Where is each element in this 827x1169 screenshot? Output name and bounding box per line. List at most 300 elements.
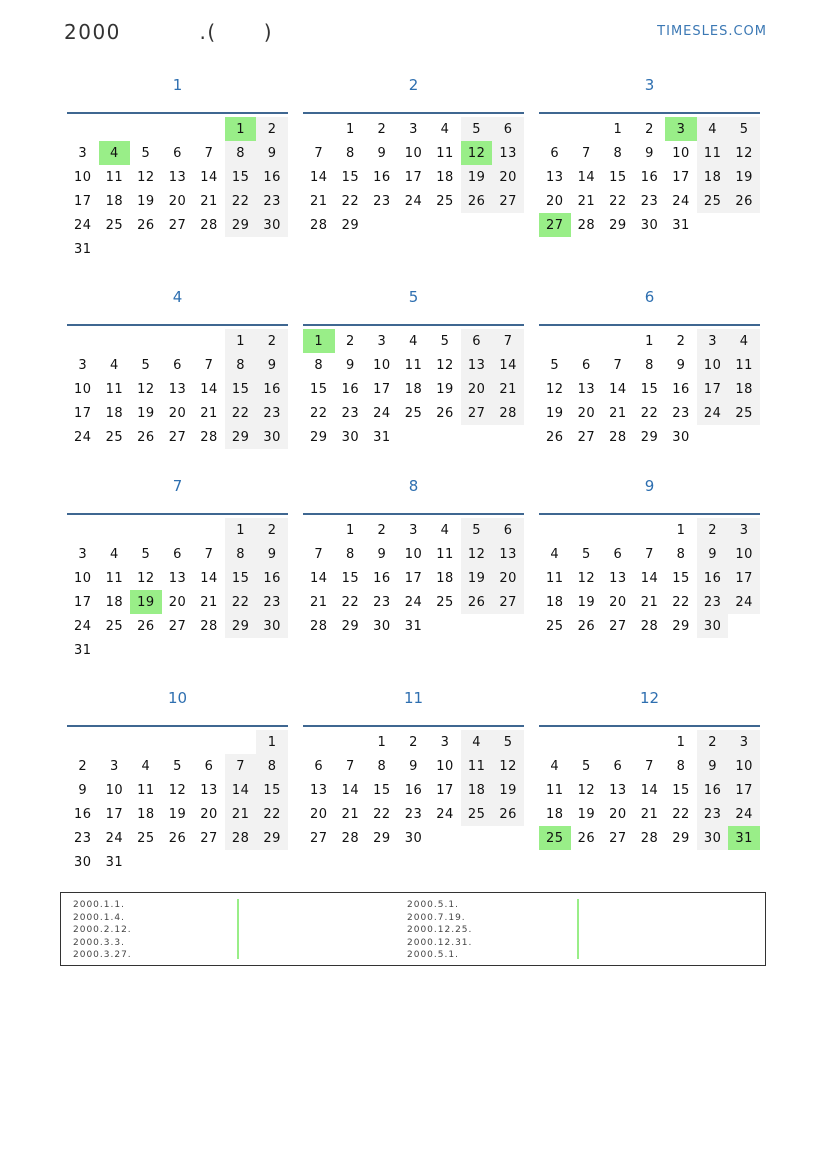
day-cell[interactable]: 25 bbox=[404, 405, 423, 421]
day-cell[interactable]: 22 bbox=[341, 594, 360, 610]
day-cell[interactable]: 16 bbox=[404, 782, 423, 798]
day-cell[interactable]: 10 bbox=[373, 357, 391, 373]
day-cell[interactable]: 2 bbox=[345, 333, 355, 349]
day-cell[interactable]: 2 bbox=[409, 734, 418, 750]
day-cell[interactable]: 20 bbox=[609, 594, 627, 610]
day-cell[interactable]: 18 bbox=[404, 381, 423, 397]
day-cell[interactable]: 29 bbox=[341, 618, 360, 634]
day-cell[interactable]: 7 bbox=[581, 145, 591, 161]
day-cell[interactable]: 15 bbox=[672, 570, 690, 586]
day-cell[interactable]: 17 bbox=[373, 381, 391, 397]
holiday-day-cell[interactable]: 25 bbox=[539, 826, 571, 850]
day-cell[interactable]: 4 bbox=[141, 758, 151, 774]
day-cell[interactable]: 1 bbox=[613, 121, 623, 137]
day-cell[interactable]: 4 bbox=[550, 546, 560, 562]
day-cell[interactable]: 17 bbox=[436, 782, 454, 798]
day-cell[interactable]: 21 bbox=[609, 405, 627, 421]
brand-link[interactable]: TIMESLES.COM bbox=[657, 24, 767, 39]
day-cell[interactable]: 6 bbox=[613, 546, 623, 562]
day-cell[interactable]: 15 bbox=[341, 570, 360, 586]
day-cell[interactable]: 26 bbox=[137, 618, 155, 634]
day-cell[interactable]: 16 bbox=[373, 169, 391, 185]
weekend-day-cell[interactable]: 29 bbox=[256, 826, 288, 850]
day-cell[interactable]: 4 bbox=[109, 546, 119, 562]
day-cell[interactable]: 19 bbox=[137, 193, 155, 209]
day-cell[interactable]: 22 bbox=[341, 193, 360, 209]
day-cell[interactable]: 29 bbox=[609, 217, 627, 233]
day-cell[interactable]: 24 bbox=[404, 594, 423, 610]
day-cell[interactable]: 8 bbox=[345, 546, 355, 562]
weekend-day-cell[interactable]: 3 bbox=[728, 518, 760, 542]
day-cell[interactable]: 6 bbox=[550, 145, 560, 161]
weekend-day-cell[interactable]: 19 bbox=[728, 165, 760, 189]
day-cell[interactable]: 27 bbox=[168, 217, 187, 233]
weekend-day-cell[interactable]: 23 bbox=[256, 590, 288, 614]
day-cell[interactable]: 18 bbox=[546, 806, 564, 822]
day-cell[interactable]: 3 bbox=[78, 546, 88, 562]
weekend-day-cell[interactable]: 20 bbox=[461, 377, 493, 401]
day-cell[interactable]: 21 bbox=[341, 806, 360, 822]
day-cell[interactable]: 3 bbox=[440, 734, 450, 750]
day-cell[interactable]: 16 bbox=[373, 570, 391, 586]
day-cell[interactable]: 25 bbox=[137, 830, 155, 846]
day-cell[interactable]: 16 bbox=[341, 381, 360, 397]
weekend-day-cell[interactable]: 2 bbox=[256, 117, 288, 141]
weekend-day-cell[interactable]: 30 bbox=[697, 826, 729, 850]
weekend-day-cell[interactable]: 6 bbox=[492, 518, 524, 542]
weekend-day-cell[interactable]: 15 bbox=[225, 377, 257, 401]
day-cell[interactable]: 15 bbox=[373, 782, 391, 798]
weekend-day-cell[interactable]: 10 bbox=[697, 353, 729, 377]
day-cell[interactable]: 3 bbox=[78, 357, 88, 373]
day-cell[interactable]: 8 bbox=[345, 145, 355, 161]
holiday-day-cell[interactable]: 27 bbox=[539, 213, 571, 237]
day-cell[interactable]: 17 bbox=[74, 594, 92, 610]
day-cell[interactable]: 11 bbox=[546, 570, 564, 586]
day-cell[interactable]: 16 bbox=[672, 381, 690, 397]
day-cell[interactable]: 10 bbox=[74, 570, 92, 586]
day-cell[interactable]: 6 bbox=[173, 546, 182, 562]
day-cell[interactable]: 7 bbox=[613, 357, 623, 373]
day-cell[interactable]: 3 bbox=[109, 758, 119, 774]
weekend-day-cell[interactable]: 12 bbox=[461, 542, 493, 566]
day-cell[interactable]: 24 bbox=[404, 193, 423, 209]
day-cell[interactable]: 10 bbox=[74, 381, 92, 397]
day-cell[interactable]: 1 bbox=[377, 734, 387, 750]
day-cell[interactable]: 30 bbox=[373, 618, 391, 634]
day-cell[interactable]: 25 bbox=[105, 618, 124, 634]
day-cell[interactable]: 2 bbox=[78, 758, 88, 774]
day-cell[interactable]: 12 bbox=[137, 169, 155, 185]
day-cell[interactable]: 27 bbox=[609, 830, 627, 846]
day-cell[interactable]: 10 bbox=[74, 169, 92, 185]
day-cell[interactable]: 3 bbox=[409, 522, 418, 538]
weekend-day-cell[interactable]: 1 bbox=[225, 329, 257, 353]
weekend-day-cell[interactable]: 4 bbox=[461, 730, 493, 754]
weekend-day-cell[interactable]: 23 bbox=[697, 802, 729, 826]
day-cell[interactable]: 5 bbox=[550, 357, 560, 373]
day-cell[interactable]: 13 bbox=[168, 381, 187, 397]
day-cell[interactable]: 12 bbox=[546, 381, 564, 397]
day-cell[interactable]: 27 bbox=[200, 830, 218, 846]
day-cell[interactable]: 6 bbox=[204, 758, 214, 774]
weekend-day-cell[interactable]: 18 bbox=[728, 377, 760, 401]
day-cell[interactable]: 10 bbox=[672, 145, 690, 161]
weekend-day-cell[interactable]: 5 bbox=[461, 518, 493, 542]
day-cell[interactable]: 20 bbox=[168, 594, 187, 610]
holiday-day-cell[interactable]: 1 bbox=[225, 117, 257, 141]
weekend-day-cell[interactable]: 11 bbox=[728, 353, 760, 377]
day-cell[interactable]: 23 bbox=[404, 806, 423, 822]
day-cell[interactable]: 10 bbox=[105, 782, 124, 798]
day-cell[interactable]: 13 bbox=[200, 782, 218, 798]
day-cell[interactable]: 21 bbox=[640, 594, 659, 610]
day-cell[interactable]: 8 bbox=[613, 145, 623, 161]
day-cell[interactable]: 14 bbox=[310, 169, 328, 185]
day-cell[interactable]: 5 bbox=[440, 333, 450, 349]
day-cell[interactable]: 19 bbox=[168, 806, 187, 822]
holiday-day-cell[interactable]: 4 bbox=[99, 141, 131, 165]
day-cell[interactable]: 19 bbox=[577, 806, 596, 822]
day-cell[interactable]: 23 bbox=[672, 405, 690, 421]
weekend-day-cell[interactable]: 5 bbox=[461, 117, 493, 141]
holiday-day-cell[interactable]: 12 bbox=[461, 141, 493, 165]
day-cell[interactable]: 28 bbox=[341, 830, 360, 846]
weekend-day-cell[interactable]: 25 bbox=[697, 189, 729, 213]
day-cell[interactable]: 5 bbox=[581, 546, 591, 562]
day-cell[interactable]: 7 bbox=[645, 546, 654, 562]
weekend-day-cell[interactable]: 26 bbox=[728, 189, 760, 213]
day-cell[interactable]: 25 bbox=[436, 594, 454, 610]
day-cell[interactable]: 30 bbox=[404, 830, 423, 846]
day-cell[interactable]: 7 bbox=[204, 546, 214, 562]
day-cell[interactable]: 6 bbox=[173, 145, 182, 161]
day-cell[interactable]: 18 bbox=[137, 806, 155, 822]
day-cell[interactable]: 11 bbox=[105, 381, 124, 397]
day-cell[interactable]: 13 bbox=[609, 782, 627, 798]
day-cell[interactable]: 7 bbox=[645, 758, 654, 774]
weekend-day-cell[interactable]: 23 bbox=[697, 590, 729, 614]
day-cell[interactable]: 21 bbox=[200, 405, 218, 421]
weekend-day-cell[interactable]: 16 bbox=[256, 566, 288, 590]
day-cell[interactable]: 11 bbox=[404, 357, 423, 373]
day-cell[interactable]: 21 bbox=[310, 193, 328, 209]
day-cell[interactable]: 27 bbox=[577, 429, 596, 445]
day-cell[interactable]: 6 bbox=[581, 357, 591, 373]
day-cell[interactable]: 8 bbox=[314, 357, 324, 373]
day-cell[interactable]: 24 bbox=[436, 806, 454, 822]
weekend-day-cell[interactable]: 30 bbox=[697, 614, 729, 638]
day-cell[interactable]: 17 bbox=[672, 169, 690, 185]
day-cell[interactable]: 8 bbox=[676, 546, 686, 562]
day-cell[interactable]: 12 bbox=[577, 782, 596, 798]
weekend-day-cell[interactable]: 2 bbox=[256, 518, 288, 542]
weekend-day-cell[interactable]: 20 bbox=[492, 165, 524, 189]
day-cell[interactable]: 17 bbox=[404, 570, 423, 586]
weekend-day-cell[interactable]: 18 bbox=[461, 778, 493, 802]
holiday-day-cell[interactable]: 1 bbox=[303, 329, 335, 353]
weekend-day-cell[interactable]: 16 bbox=[697, 566, 729, 590]
day-cell[interactable]: 4 bbox=[550, 758, 560, 774]
day-cell[interactable]: 25 bbox=[105, 429, 124, 445]
weekend-day-cell[interactable]: 16 bbox=[256, 377, 288, 401]
weekend-day-cell[interactable]: 21 bbox=[225, 802, 257, 826]
day-cell[interactable]: 5 bbox=[141, 357, 151, 373]
weekend-day-cell[interactable]: 14 bbox=[492, 353, 524, 377]
day-cell[interactable]: 14 bbox=[200, 381, 218, 397]
day-cell[interactable]: 27 bbox=[168, 618, 187, 634]
day-cell[interactable]: 15 bbox=[310, 381, 328, 397]
weekend-day-cell[interactable]: 2 bbox=[256, 329, 288, 353]
day-cell[interactable]: 31 bbox=[105, 854, 124, 870]
weekend-day-cell[interactable]: 6 bbox=[492, 117, 524, 141]
day-cell[interactable]: 22 bbox=[672, 594, 690, 610]
weekend-day-cell[interactable]: 21 bbox=[492, 377, 524, 401]
weekend-day-cell[interactable]: 9 bbox=[697, 542, 729, 566]
day-cell[interactable]: 7 bbox=[345, 758, 355, 774]
holiday-day-cell[interactable]: 19 bbox=[130, 590, 162, 614]
day-cell[interactable]: 14 bbox=[310, 570, 328, 586]
day-cell[interactable]: 13 bbox=[310, 782, 328, 798]
weekend-day-cell[interactable]: 5 bbox=[728, 117, 760, 141]
day-cell[interactable]: 8 bbox=[676, 758, 686, 774]
day-cell[interactable]: 28 bbox=[200, 429, 218, 445]
day-cell[interactable]: 3 bbox=[377, 333, 387, 349]
day-cell[interactable]: 5 bbox=[141, 546, 151, 562]
day-cell[interactable]: 3 bbox=[78, 145, 88, 161]
weekend-day-cell[interactable]: 19 bbox=[492, 778, 524, 802]
weekend-day-cell[interactable]: 23 bbox=[256, 189, 288, 213]
weekend-day-cell[interactable]: 17 bbox=[728, 778, 760, 802]
day-cell[interactable]: 11 bbox=[137, 782, 155, 798]
weekend-day-cell[interactable]: 10 bbox=[728, 542, 760, 566]
day-cell[interactable]: 5 bbox=[173, 758, 182, 774]
day-cell[interactable]: 20 bbox=[577, 405, 596, 421]
day-cell[interactable]: 18 bbox=[105, 193, 124, 209]
weekend-day-cell[interactable]: 13 bbox=[461, 353, 493, 377]
day-cell[interactable]: 11 bbox=[436, 546, 454, 562]
weekend-day-cell[interactable]: 11 bbox=[697, 141, 729, 165]
day-cell[interactable]: 15 bbox=[341, 169, 360, 185]
day-cell[interactable]: 28 bbox=[310, 217, 328, 233]
weekend-day-cell[interactable]: 14 bbox=[225, 778, 257, 802]
day-cell[interactable]: 30 bbox=[74, 854, 92, 870]
weekend-day-cell[interactable]: 16 bbox=[256, 165, 288, 189]
day-cell[interactable]: 9 bbox=[78, 782, 88, 798]
weekend-day-cell[interactable]: 25 bbox=[728, 401, 760, 425]
day-cell[interactable]: 31 bbox=[404, 618, 423, 634]
day-cell[interactable]: 14 bbox=[577, 169, 596, 185]
weekend-day-cell[interactable]: 13 bbox=[492, 141, 524, 165]
day-cell[interactable]: 26 bbox=[436, 405, 454, 421]
weekend-day-cell[interactable]: 20 bbox=[492, 566, 524, 590]
day-cell[interactable]: 7 bbox=[314, 546, 324, 562]
day-cell[interactable]: 1 bbox=[676, 522, 686, 538]
weekend-day-cell[interactable]: 8 bbox=[225, 353, 257, 377]
day-cell[interactable]: 7 bbox=[204, 145, 214, 161]
weekend-day-cell[interactable]: 17 bbox=[728, 566, 760, 590]
weekend-day-cell[interactable]: 22 bbox=[225, 590, 257, 614]
day-cell[interactable]: 23 bbox=[373, 193, 391, 209]
day-cell[interactable]: 29 bbox=[310, 429, 328, 445]
day-cell[interactable]: 18 bbox=[436, 169, 454, 185]
day-cell[interactable]: 14 bbox=[341, 782, 360, 798]
weekend-day-cell[interactable]: 1 bbox=[256, 730, 288, 754]
day-cell[interactable]: 22 bbox=[310, 405, 328, 421]
weekend-day-cell[interactable]: 9 bbox=[256, 141, 288, 165]
day-cell[interactable]: 25 bbox=[105, 217, 124, 233]
weekend-day-cell[interactable]: 7 bbox=[492, 329, 524, 353]
weekend-day-cell[interactable]: 27 bbox=[461, 401, 493, 425]
day-cell[interactable]: 29 bbox=[640, 429, 659, 445]
day-cell[interactable]: 19 bbox=[546, 405, 564, 421]
day-cell[interactable]: 9 bbox=[645, 145, 654, 161]
weekend-day-cell[interactable]: 3 bbox=[697, 329, 729, 353]
day-cell[interactable]: 21 bbox=[200, 193, 218, 209]
day-cell[interactable]: 10 bbox=[404, 145, 423, 161]
day-cell[interactable]: 31 bbox=[74, 642, 92, 658]
day-cell[interactable]: 21 bbox=[310, 594, 328, 610]
day-cell[interactable]: 15 bbox=[640, 381, 659, 397]
weekend-day-cell[interactable]: 12 bbox=[492, 754, 524, 778]
weekend-day-cell[interactable]: 24 bbox=[728, 590, 760, 614]
day-cell[interactable]: 10 bbox=[404, 546, 423, 562]
day-cell[interactable]: 1 bbox=[645, 333, 654, 349]
day-cell[interactable]: 23 bbox=[74, 830, 92, 846]
weekend-day-cell[interactable]: 22 bbox=[256, 802, 288, 826]
day-cell[interactable]: 22 bbox=[373, 806, 391, 822]
weekend-day-cell[interactable]: 19 bbox=[461, 566, 493, 590]
day-cell[interactable]: 29 bbox=[672, 618, 690, 634]
day-cell[interactable]: 1 bbox=[345, 522, 355, 538]
weekend-day-cell[interactable]: 15 bbox=[225, 566, 257, 590]
day-cell[interactable]: 17 bbox=[404, 169, 423, 185]
weekend-day-cell[interactable]: 19 bbox=[461, 165, 493, 189]
day-cell[interactable]: 11 bbox=[436, 145, 454, 161]
day-cell[interactable]: 28 bbox=[200, 217, 218, 233]
day-cell[interactable]: 21 bbox=[200, 594, 218, 610]
day-cell[interactable]: 24 bbox=[373, 405, 391, 421]
day-cell[interactable]: 27 bbox=[310, 830, 328, 846]
weekend-day-cell[interactable]: 4 bbox=[697, 117, 729, 141]
day-cell[interactable]: 29 bbox=[341, 217, 360, 233]
day-cell[interactable]: 21 bbox=[640, 806, 659, 822]
weekend-day-cell[interactable]: 22 bbox=[225, 401, 257, 425]
weekend-day-cell[interactable]: 16 bbox=[697, 778, 729, 802]
day-cell[interactable]: 6 bbox=[173, 357, 182, 373]
weekend-day-cell[interactable]: 27 bbox=[492, 189, 524, 213]
day-cell[interactable]: 2 bbox=[645, 121, 654, 137]
day-cell[interactable]: 9 bbox=[377, 145, 387, 161]
day-cell[interactable]: 19 bbox=[577, 594, 596, 610]
weekend-day-cell[interactable]: 7 bbox=[225, 754, 257, 778]
day-cell[interactable]: 26 bbox=[577, 618, 596, 634]
weekend-day-cell[interactable]: 28 bbox=[492, 401, 524, 425]
weekend-day-cell[interactable]: 24 bbox=[697, 401, 729, 425]
day-cell[interactable]: 15 bbox=[672, 782, 690, 798]
weekend-day-cell[interactable]: 24 bbox=[728, 802, 760, 826]
day-cell[interactable]: 14 bbox=[200, 169, 218, 185]
day-cell[interactable]: 17 bbox=[74, 405, 92, 421]
weekend-day-cell[interactable]: 26 bbox=[461, 189, 493, 213]
day-cell[interactable]: 13 bbox=[577, 381, 596, 397]
day-cell[interactable]: 24 bbox=[672, 193, 690, 209]
day-cell[interactable]: 24 bbox=[74, 217, 92, 233]
weekend-day-cell[interactable]: 30 bbox=[256, 425, 288, 449]
day-cell[interactable]: 30 bbox=[640, 217, 659, 233]
day-cell[interactable]: 18 bbox=[105, 405, 124, 421]
weekend-day-cell[interactable]: 29 bbox=[225, 425, 257, 449]
day-cell[interactable]: 7 bbox=[204, 357, 214, 373]
day-cell[interactable]: 18 bbox=[436, 570, 454, 586]
day-cell[interactable]: 21 bbox=[577, 193, 596, 209]
day-cell[interactable]: 31 bbox=[74, 241, 92, 257]
day-cell[interactable]: 12 bbox=[137, 381, 155, 397]
day-cell[interactable]: 1 bbox=[676, 734, 686, 750]
day-cell[interactable]: 18 bbox=[105, 594, 124, 610]
day-cell[interactable]: 11 bbox=[546, 782, 564, 798]
day-cell[interactable]: 26 bbox=[137, 217, 155, 233]
day-cell[interactable]: 19 bbox=[137, 405, 155, 421]
weekend-day-cell[interactable]: 27 bbox=[492, 590, 524, 614]
day-cell[interactable]: 14 bbox=[640, 782, 659, 798]
day-cell[interactable]: 16 bbox=[74, 806, 92, 822]
day-cell[interactable]: 28 bbox=[310, 618, 328, 634]
day-cell[interactable]: 25 bbox=[436, 193, 454, 209]
day-cell[interactable]: 2 bbox=[377, 121, 387, 137]
weekend-day-cell[interactable]: 10 bbox=[728, 754, 760, 778]
weekend-day-cell[interactable]: 1 bbox=[225, 518, 257, 542]
weekend-day-cell[interactable]: 9 bbox=[697, 754, 729, 778]
weekend-day-cell[interactable]: 22 bbox=[225, 189, 257, 213]
day-cell[interactable]: 28 bbox=[577, 217, 596, 233]
day-cell[interactable]: 28 bbox=[640, 830, 659, 846]
day-cell[interactable]: 8 bbox=[377, 758, 387, 774]
holiday-day-cell[interactable]: 31 bbox=[728, 826, 760, 850]
weekend-day-cell[interactable]: 2 bbox=[697, 730, 729, 754]
weekend-day-cell[interactable]: 3 bbox=[728, 730, 760, 754]
day-cell[interactable]: 20 bbox=[609, 806, 627, 822]
day-cell[interactable]: 20 bbox=[168, 193, 187, 209]
weekend-day-cell[interactable]: 23 bbox=[256, 401, 288, 425]
day-cell[interactable]: 26 bbox=[546, 429, 564, 445]
holiday-day-cell[interactable]: 3 bbox=[665, 117, 697, 141]
day-cell[interactable]: 1 bbox=[345, 121, 355, 137]
day-cell[interactable]: 14 bbox=[609, 381, 627, 397]
weekend-day-cell[interactable]: 13 bbox=[492, 542, 524, 566]
weekend-day-cell[interactable]: 18 bbox=[697, 165, 729, 189]
weekend-day-cell[interactable]: 29 bbox=[225, 213, 257, 237]
weekend-day-cell[interactable]: 9 bbox=[256, 542, 288, 566]
day-cell[interactable]: 6 bbox=[613, 758, 623, 774]
day-cell[interactable]: 28 bbox=[640, 618, 659, 634]
day-cell[interactable]: 24 bbox=[74, 429, 92, 445]
weekend-day-cell[interactable]: 15 bbox=[256, 778, 288, 802]
day-cell[interactable]: 22 bbox=[609, 193, 627, 209]
day-cell[interactable]: 4 bbox=[109, 357, 119, 373]
day-cell[interactable]: 22 bbox=[640, 405, 659, 421]
day-cell[interactable]: 20 bbox=[168, 405, 187, 421]
day-cell[interactable]: 26 bbox=[577, 830, 596, 846]
day-cell[interactable]: 28 bbox=[200, 618, 218, 634]
day-cell[interactable]: 15 bbox=[609, 169, 627, 185]
day-cell[interactable]: 4 bbox=[440, 522, 450, 538]
weekend-day-cell[interactable]: 26 bbox=[461, 590, 493, 614]
day-cell[interactable]: 17 bbox=[74, 193, 92, 209]
day-cell[interactable]: 5 bbox=[581, 758, 591, 774]
weekend-day-cell[interactable]: 11 bbox=[461, 754, 493, 778]
day-cell[interactable]: 29 bbox=[672, 830, 690, 846]
